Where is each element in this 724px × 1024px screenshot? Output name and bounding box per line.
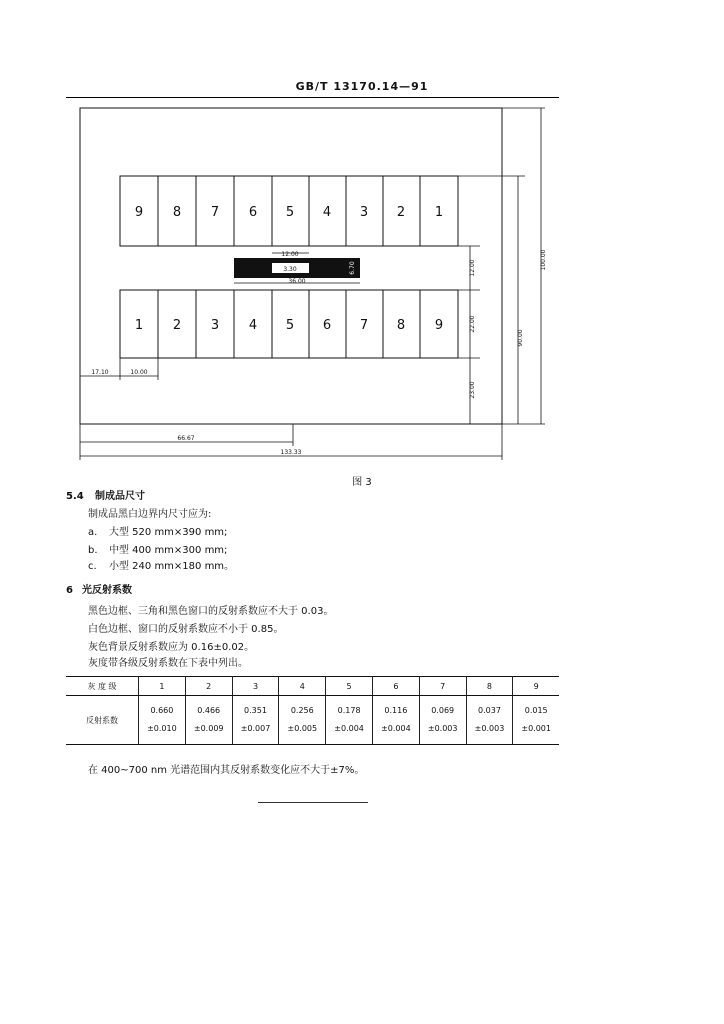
- section-5-4-intro: 制成品黑白边界内尺寸应为:: [88, 509, 212, 520]
- dim-half-width: 66.67: [177, 435, 195, 442]
- table-cell-value: 0.660: [150, 706, 174, 715]
- top-patch-label: 7: [210, 205, 220, 220]
- section-6-line: 白色边框、窗口的反射系数应不小于 0.85。: [88, 624, 284, 635]
- bottom-patch-label: 1: [134, 318, 144, 333]
- section-6-number: 6: [66, 585, 73, 596]
- top-patch-label: 5: [285, 205, 295, 220]
- dim-inner-height: 90.00: [517, 329, 524, 347]
- dim-total-width: 133.33: [280, 449, 302, 456]
- top-patch-label: 8: [172, 205, 182, 220]
- table-cell-level: 4: [279, 677, 326, 696]
- top-patch-label: 6: [248, 205, 258, 220]
- bottom-patch-label: 9: [434, 318, 444, 333]
- section-6-heading: 光反射系数: [82, 585, 132, 596]
- table-cell-level: 3: [232, 677, 279, 696]
- table-cell-level: 5: [326, 677, 373, 696]
- bottom-patch-label: 8: [396, 318, 406, 333]
- table-row: [66, 696, 559, 745]
- dim-left-margin: 17.10: [91, 369, 109, 376]
- dim-bottom-margin: 23.00: [469, 381, 476, 399]
- top-patch-label: 1: [434, 205, 444, 220]
- dim-slit-height: 6.70: [349, 261, 356, 275]
- table-cell-value: 0.466: [197, 706, 221, 715]
- table-cell-value: 0.037: [478, 706, 501, 715]
- top-patch-label: 2: [396, 205, 406, 220]
- top-patch-label: 4: [322, 205, 332, 220]
- table-cell-value: 0.178: [337, 706, 361, 715]
- figure-3-drawing: [0, 0, 724, 470]
- table-cell-tolerance: ±0.007: [240, 724, 271, 733]
- section-5-4-number: 5.4: [66, 491, 84, 502]
- bottom-patch-label: 4: [248, 318, 258, 333]
- bottom-patch-label: 6: [322, 318, 332, 333]
- dim-window-width: 12.00: [281, 251, 299, 258]
- table-cell-tolerance: ±0.010: [147, 724, 177, 733]
- table-cell-level: 7: [419, 677, 466, 696]
- table-cell-level: 8: [466, 677, 513, 696]
- top-patch-label: 9: [134, 205, 144, 220]
- section-6-line: 灰色背景反射系数应为 0.16±0.02。: [88, 642, 255, 653]
- table-cell-value: 0.069: [431, 706, 455, 715]
- section-5-4-heading: 制成品尺寸: [95, 491, 145, 502]
- table-cell-tolerance: ±0.003: [427, 724, 458, 733]
- list-item-text: 中型 400 mm×300 mm;: [109, 545, 228, 556]
- list-item-text: 小型 240 mm×180 mm。: [109, 561, 235, 572]
- dim-patch-width: 10.00: [130, 369, 148, 376]
- figure-caption: 图 3: [352, 477, 372, 488]
- dim-slit-width: 3.30: [283, 266, 297, 273]
- bottom-patch-label: 3: [210, 318, 220, 333]
- end-rule: [258, 802, 368, 803]
- list-item-text: 大型 520 mm×390 mm;: [109, 527, 228, 538]
- section-6-line: 灰度带各级反射系数在下表中列出。: [88, 658, 248, 669]
- table-cell-level: 2: [185, 677, 232, 696]
- table-cell-value: 0.351: [244, 706, 267, 715]
- table-header-grey-level: 灰 度 级: [66, 677, 139, 696]
- standard-header: GB/T 13170.14—91: [295, 80, 429, 93]
- list-item-label: a.: [88, 527, 98, 538]
- table-cell-level: 1: [139, 677, 186, 696]
- table-cell-value: 0.116: [384, 706, 408, 715]
- dim-bar-width: 36.00: [288, 278, 306, 285]
- table-cell-tolerance: ±0.001: [521, 724, 551, 733]
- footer-note: 在 400~700 nm 光谱范围内其反射系数变化应不大于±7%。: [88, 765, 365, 776]
- table-row: [66, 677, 559, 696]
- top-patch-label: 3: [359, 205, 369, 220]
- bottom-patch-label: 2: [172, 318, 182, 333]
- table-cell-level: 6: [372, 677, 419, 696]
- bottom-patch-label: 5: [285, 318, 295, 333]
- bottom-patch-label: 7: [359, 318, 369, 333]
- dim-patch-height: 22.00: [469, 315, 476, 333]
- list-item-label: b.: [88, 545, 98, 556]
- table-header-reflectance: 反射系数: [66, 696, 139, 745]
- dim-total-height: 100.00: [540, 249, 547, 271]
- dim-gap-upper: 12.00: [469, 259, 476, 277]
- table-cell-level: 9: [513, 677, 559, 696]
- table-cell-tolerance: ±0.004: [334, 724, 364, 733]
- list-item-label: c.: [88, 561, 97, 572]
- table-cell-value: 0.015: [524, 706, 548, 715]
- reflectance-table: [66, 676, 559, 745]
- table-cell-tolerance: ±0.004: [381, 724, 411, 733]
- table-cell-tolerance: ±0.003: [474, 724, 505, 733]
- section-6-line: 黑色边框、三角和黑色窗口的反射系数应不大于 0.03。: [88, 606, 334, 617]
- table-cell-tolerance: ±0.009: [193, 724, 224, 733]
- table-cell-tolerance: ±0.005: [287, 724, 318, 733]
- table-cell-value: 0.256: [290, 706, 314, 715]
